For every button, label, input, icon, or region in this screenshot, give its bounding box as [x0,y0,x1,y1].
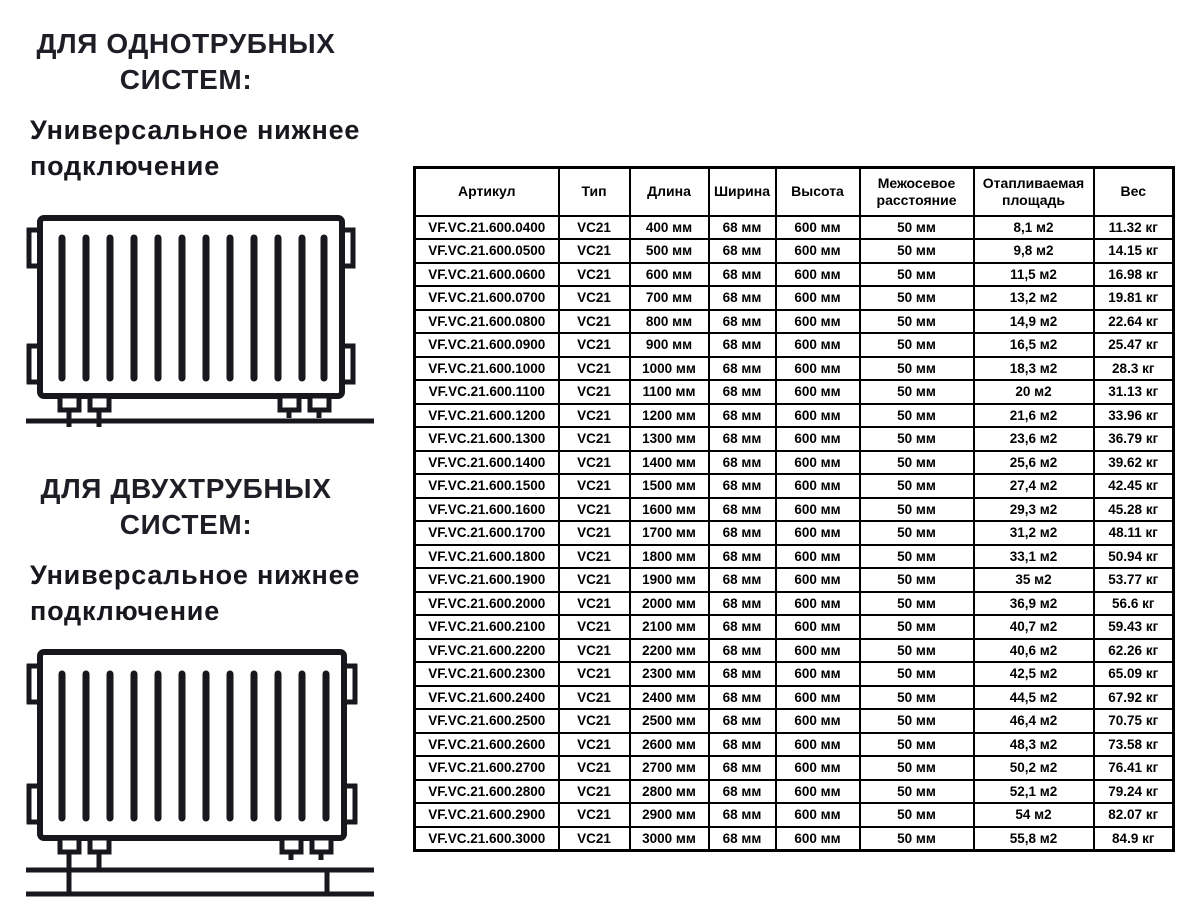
table-cell: 33,1 м2 [974,545,1094,569]
table-row [415,310,1174,334]
table-cell: 73.58 кг [1094,733,1174,757]
table-cell: 70.75 кг [1094,709,1174,733]
table-cell: 50 мм [860,404,974,428]
table-cell: 40,7 м2 [974,615,1094,639]
table-cell: VC21 [559,474,630,498]
table-cell: 36,9 м2 [974,592,1094,616]
table-cell: 68 мм [709,498,776,522]
table-cell: 53.77 кг [1094,568,1174,592]
table-cell: VF.VC.21.600.1100 [415,380,559,404]
table-cell: 35 м2 [974,568,1094,592]
table-cell: VF.VC.21.600.2700 [415,756,559,780]
table-cell: 800 мм [630,310,709,334]
table-cell: 68 мм [709,686,776,710]
table-cell: 2000 мм [630,592,709,616]
table-cell: 27,4 м2 [974,474,1094,498]
table-cell: 68 мм [709,333,776,357]
table-cell: VF.VC.21.600.1800 [415,545,559,569]
table-cell: VF.VC.21.600.2200 [415,639,559,663]
table-cell: 50 мм [860,521,974,545]
table-cell: 9,8 м2 [974,239,1094,263]
table-cell: 50 мм [860,639,974,663]
table-cell: VC21 [559,827,630,851]
section-subheading-two-pipe: Универсальное нижнее подключение [30,560,361,626]
table-cell: VC21 [559,733,630,757]
table-cell: 68 мм [709,592,776,616]
table-cell: 59.43 кг [1094,615,1174,639]
table-row [415,427,1174,451]
table-cell: 50 мм [860,333,974,357]
table-cell: 3000 мм [630,827,709,851]
table-cell: 2900 мм [630,803,709,827]
table-row [415,380,1174,404]
table-cell: 600 мм [776,333,860,357]
table-cell: 82.07 кг [1094,803,1174,827]
table-cell: VC21 [559,404,630,428]
table-cell: 1900 мм [630,568,709,592]
table-cell: VC21 [559,263,630,287]
table-cell: 50 мм [860,592,974,616]
table-cell: VC21 [559,803,630,827]
table-cell: 600 мм [776,568,860,592]
table-cell: 62.26 кг [1094,639,1174,663]
table-cell: 600 мм [776,709,860,733]
table-row [415,686,1174,710]
table-cell: 25,6 м2 [974,451,1094,475]
table-cell: VC21 [559,239,630,263]
table-cell: VF.VC.21.600.0400 [415,216,559,240]
table-cell: 600 мм [776,545,860,569]
table-cell: 48,3 м2 [974,733,1094,757]
table-cell: 42.45 кг [1094,474,1174,498]
table-row [415,662,1174,686]
table-cell: 50 мм [860,756,974,780]
table-cell: VC21 [559,521,630,545]
table-cell: VC21 [559,451,630,475]
table-cell: 900 мм [630,333,709,357]
table-cell: VF.VC.21.600.0500 [415,239,559,263]
table-row [415,263,1174,287]
table-cell: VF.VC.21.600.1500 [415,474,559,498]
table-cell: 600 мм [776,592,860,616]
table-cell: 11,5 м2 [974,263,1094,287]
table-cell: VF.VC.21.600.1900 [415,568,559,592]
table-cell: 50 мм [860,803,974,827]
table-row [415,827,1174,851]
table-cell: 22.64 кг [1094,310,1174,334]
table-cell: 1300 мм [630,427,709,451]
table-cell: VC21 [559,639,630,663]
table-cell: 50 мм [860,474,974,498]
table-cell: 50 мм [860,709,974,733]
table-row [415,216,1174,240]
table-cell: 2500 мм [630,709,709,733]
table-cell: VC21 [559,615,630,639]
table-cell: 50,2 м2 [974,756,1094,780]
table-cell: 23,6 м2 [974,427,1094,451]
table-row [415,333,1174,357]
table-row [415,615,1174,639]
table-cell: VF.VC.21.600.1200 [415,404,559,428]
table-cell: 600 мм [776,615,860,639]
table-cell: 600 мм [776,662,860,686]
table-cell: 20 м2 [974,380,1094,404]
table-row [415,357,1174,381]
table-row [415,498,1174,522]
table-cell: VC21 [559,756,630,780]
table-row [415,803,1174,827]
table-cell: 45.28 кг [1094,498,1174,522]
column-header: Ширина [709,168,776,216]
column-header: Тип [559,168,630,216]
column-header: Длина [630,168,709,216]
table-cell: VF.VC.21.600.1600 [415,498,559,522]
table-cell: 76.41 кг [1094,756,1174,780]
table-cell: VF.VC.21.600.2900 [415,803,559,827]
header-row [415,168,1174,216]
section-subheading-single-pipe: Универсальное нижнее подключение [30,115,361,181]
table-cell: VF.VC.21.600.3000 [415,827,559,851]
table-row [415,286,1174,310]
table-cell: 700 мм [630,286,709,310]
table-cell: 600 мм [776,733,860,757]
column-header: Высота [776,168,860,216]
table-cell: 68 мм [709,286,776,310]
table-cell: 68 мм [709,803,776,827]
table-cell: 50.94 кг [1094,545,1174,569]
column-header: Отапливаемая площадь [974,168,1094,216]
table-cell: 42,5 м2 [974,662,1094,686]
table-cell: 68 мм [709,474,776,498]
table-cell: 68 мм [709,310,776,334]
table-cell: VC21 [559,357,630,381]
table-cell: 46,4 м2 [974,709,1094,733]
table-cell: 67.92 кг [1094,686,1174,710]
table-cell: 68 мм [709,239,776,263]
table-cell: VF.VC.21.600.0900 [415,333,559,357]
table-cell: 50 мм [860,545,974,569]
table-cell: VC21 [559,545,630,569]
table-cell: VF.VC.21.600.2300 [415,662,559,686]
table-cell: 2700 мм [630,756,709,780]
table-cell: 19.81 кг [1094,286,1174,310]
spec-table-header [415,168,1174,216]
table-cell: 39.62 кг [1094,451,1174,475]
table-cell: 16,5 м2 [974,333,1094,357]
table-cell: 600 мм [776,686,860,710]
table-cell: VF.VC.21.600.0800 [415,310,559,334]
table-row [415,639,1174,663]
table-cell: 55,8 м2 [974,827,1094,851]
table-cell: VF.VC.21.600.0700 [415,286,559,310]
table-cell: 65.09 кг [1094,662,1174,686]
table-cell: 600 мм [776,427,860,451]
table-cell: 68 мм [709,827,776,851]
radiator-single-pipe-diagram [18,212,390,430]
table-cell: VC21 [559,592,630,616]
table-cell: 68 мм [709,380,776,404]
table-cell: 500 мм [630,239,709,263]
table-cell: 13,2 м2 [974,286,1094,310]
table-cell: 1800 мм [630,545,709,569]
table-cell: 68 мм [709,568,776,592]
table-cell: 600 мм [776,357,860,381]
table-cell: 56.6 кг [1094,592,1174,616]
table-cell: 11.32 кг [1094,216,1174,240]
table-cell: 50 мм [860,286,974,310]
section-heading-two-pipe: ДЛЯ ДВУХТРУБНЫХ СИСТЕМ: [40,473,332,540]
table-cell: 2100 мм [630,615,709,639]
section-heading-single-pipe: ДЛЯ ОДНОТРУБНЫХ СИСТЕМ: [36,28,336,95]
table-cell: 50 мм [860,239,974,263]
table-row [415,474,1174,498]
table-cell: 400 мм [630,216,709,240]
spec-table [413,166,1175,852]
table-cell: VF.VC.21.600.1000 [415,357,559,381]
table-cell: 600 мм [776,780,860,804]
table-cell: 68 мм [709,357,776,381]
table-cell: 14,9 м2 [974,310,1094,334]
table-cell: 1000 мм [630,357,709,381]
table-cell: 54 м2 [974,803,1094,827]
table-row [415,709,1174,733]
table-cell: 2800 мм [630,780,709,804]
table-cell: 31.13 кг [1094,380,1174,404]
table-cell: 50 мм [860,662,974,686]
table-row [415,521,1174,545]
table-cell: 40,6 м2 [974,639,1094,663]
table-cell: VC21 [559,780,630,804]
table-cell: 18,3 м2 [974,357,1094,381]
table-cell: 68 мм [709,756,776,780]
table-cell: 50 мм [860,216,974,240]
table-cell: VC21 [559,662,630,686]
table-cell: 8,1 м2 [974,216,1094,240]
table-cell: 50 мм [860,827,974,851]
table-cell: 600 мм [776,803,860,827]
table-cell: 68 мм [709,521,776,545]
table-cell: 68 мм [709,662,776,686]
spec-table-container [413,166,1175,852]
table-cell: VC21 [559,498,630,522]
table-cell: VC21 [559,216,630,240]
table-cell: 21,6 м2 [974,404,1094,428]
table-cell: 68 мм [709,216,776,240]
table-cell: VF.VC.21.600.2400 [415,686,559,710]
table-cell: 52,1 м2 [974,780,1094,804]
table-cell: VF.VC.21.600.1700 [415,521,559,545]
table-cell: VC21 [559,686,630,710]
table-cell: 68 мм [709,709,776,733]
table-cell: VF.VC.21.600.2000 [415,592,559,616]
table-cell: VC21 [559,427,630,451]
table-cell: 50 мм [860,427,974,451]
table-cell: 600 мм [776,827,860,851]
table-cell: 2600 мм [630,733,709,757]
table-cell: 14.15 кг [1094,239,1174,263]
table-cell: 50 мм [860,568,974,592]
table-cell: 68 мм [709,427,776,451]
table-cell: 50 мм [860,780,974,804]
table-cell: 44,5 м2 [974,686,1094,710]
table-cell: VF.VC.21.600.1400 [415,451,559,475]
table-cell: 50 мм [860,686,974,710]
table-cell: 50 мм [860,310,974,334]
table-cell: 68 мм [709,780,776,804]
table-cell: 50 мм [860,380,974,404]
table-cell: VC21 [559,286,630,310]
table-cell: 28.3 кг [1094,357,1174,381]
table-cell: 2200 мм [630,639,709,663]
table-cell: 25.47 кг [1094,333,1174,357]
table-cell: 29,3 м2 [974,498,1094,522]
table-cell: VF.VC.21.600.2500 [415,709,559,733]
table-cell: 68 мм [709,545,776,569]
radiator-two-pipe-diagram [18,644,390,906]
table-cell: 600 мм [776,498,860,522]
table-cell: 68 мм [709,451,776,475]
table-row [415,545,1174,569]
table-cell: 600 мм [776,451,860,475]
table-cell: 50 мм [860,263,974,287]
column-header: Вес [1094,168,1174,216]
table-row [415,756,1174,780]
table-cell: 68 мм [709,639,776,663]
table-cell: 1500 мм [630,474,709,498]
spec-table-body [415,216,1174,851]
table-row [415,780,1174,804]
table-cell: 600 мм [776,239,860,263]
table-row [415,568,1174,592]
table-row [415,404,1174,428]
table-cell: VC21 [559,310,630,334]
table-cell: 50 мм [860,451,974,475]
table-cell: 2400 мм [630,686,709,710]
table-row [415,733,1174,757]
table-cell: 600 мм [776,263,860,287]
table-row [415,239,1174,263]
table-cell: 1600 мм [630,498,709,522]
table-cell: VC21 [559,380,630,404]
table-cell: 68 мм [709,404,776,428]
table-cell: 600 мм [776,380,860,404]
table-cell: 33.96 кг [1094,404,1174,428]
table-cell: 36.79 кг [1094,427,1174,451]
table-cell: 600 мм [776,286,860,310]
table-cell: 2300 мм [630,662,709,686]
table-cell: 1400 мм [630,451,709,475]
table-cell: VF.VC.21.600.2100 [415,615,559,639]
table-cell: 68 мм [709,263,776,287]
table-cell: 84.9 кг [1094,827,1174,851]
table-cell: VC21 [559,568,630,592]
table-cell: VF.VC.21.600.1300 [415,427,559,451]
table-cell: 600 мм [776,756,860,780]
table-cell: VF.VC.21.600.2600 [415,733,559,757]
table-cell: 600 мм [776,521,860,545]
table-cell: 68 мм [709,733,776,757]
table-cell: 600 мм [776,639,860,663]
table-cell: 600 мм [776,404,860,428]
table-row [415,451,1174,475]
table-row [415,592,1174,616]
table-cell: 16.98 кг [1094,263,1174,287]
table-cell: VF.VC.21.600.2800 [415,780,559,804]
table-cell: 1200 мм [630,404,709,428]
table-cell: VF.VC.21.600.0600 [415,263,559,287]
column-header: Межосевое расстояние [860,168,974,216]
table-cell: 600 мм [630,263,709,287]
table-cell: 50 мм [860,357,974,381]
table-cell: 68 мм [709,615,776,639]
table-cell: VC21 [559,709,630,733]
table-cell: 79.24 кг [1094,780,1174,804]
table-cell: 600 мм [776,216,860,240]
table-cell: 600 мм [776,310,860,334]
table-cell: VC21 [559,333,630,357]
table-cell: 50 мм [860,733,974,757]
table-cell: 600 мм [776,474,860,498]
table-cell: 1700 мм [630,521,709,545]
table-cell: 1100 мм [630,380,709,404]
table-cell: 48.11 кг [1094,521,1174,545]
table-cell: 50 мм [860,615,974,639]
table-cell: 31,2 м2 [974,521,1094,545]
column-header: Артикул [415,168,559,216]
table-cell: 50 мм [860,498,974,522]
